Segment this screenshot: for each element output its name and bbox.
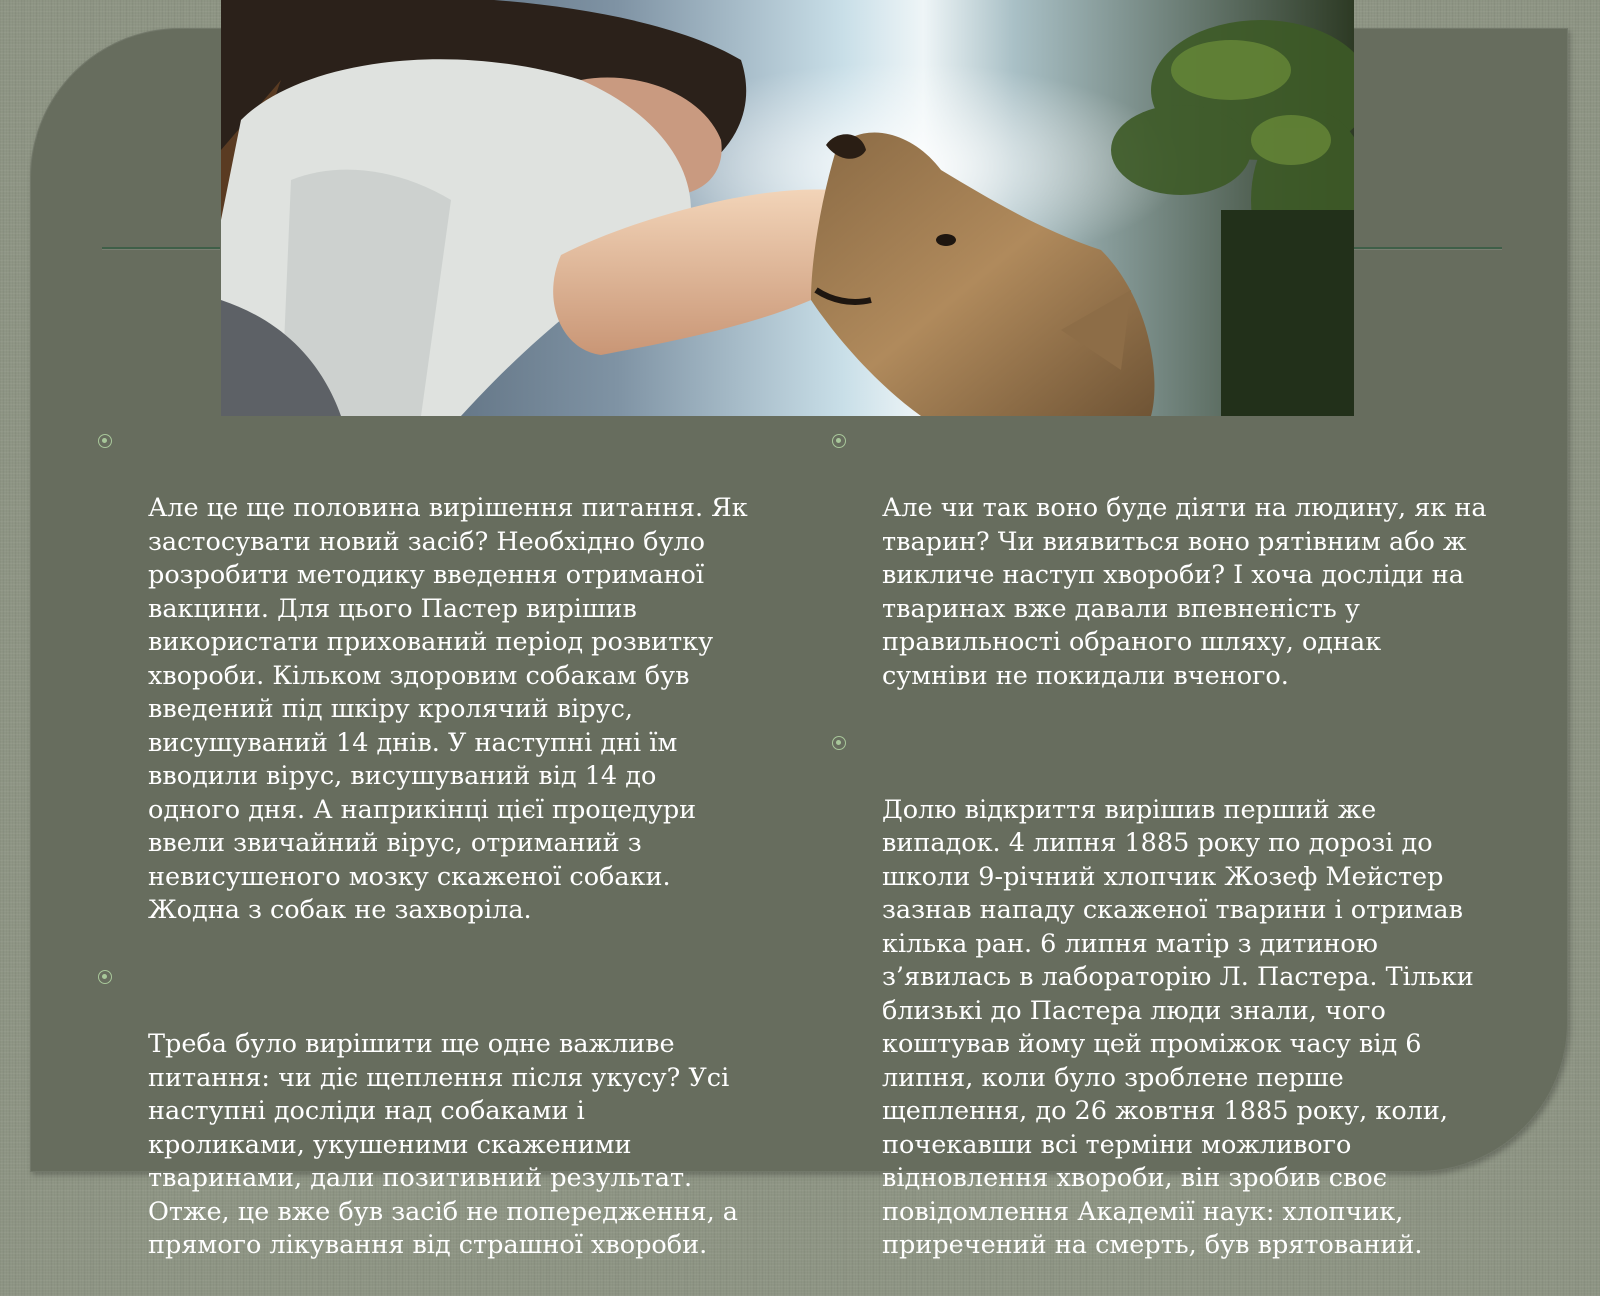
left-text-column (96, 425, 786, 1296)
person-and-dog-photo-icon (221, 0, 1354, 416)
title-rule-left (102, 247, 220, 249)
list-item (96, 961, 786, 1263)
paragraph-text: Долю відкриття вирішив перший же випадок. 4 липня 1885 року по дорозі до школи 9-річний хлопчик Жозеф Мейстер зазнав нападу скаженої тварини і отримав кілька ран. 6 липня матір з дитиною з’явилась в лабораторію Л. Пастера. Тільки близькі до Пастера люди знали, чого коштував йому цей проміжок часу від 6 липня, коли було зроблене перше щеплення, до 26 жовтня 1885 року, коли, почекавши всі терміни можливого відновлення хвороби, він зробив своє повідомлення Академії наук: хлопчик, приречений на смерть, був врятований. (882, 794, 1474, 1260)
title-rule-right (1352, 247, 1502, 249)
bullet-icon (98, 970, 112, 984)
bullet-icon (832, 434, 846, 448)
list-item (96, 425, 786, 928)
list-item (830, 727, 1520, 1263)
slide-photo (221, 0, 1354, 416)
paragraph-text: Але чи так воно буде діяти на людину, як на тварин? Чи виявиться воно рятівним або ж викличе наступ хвороби? І хоча досліди на тваринах вже давали впевненість у правильності обраного шляху, однак сумніви не покидали вченого. (882, 493, 1487, 691)
bullet-icon (98, 434, 112, 448)
paragraph-text: Але це ще половина вирішення питання. Як застосувати новий засіб? Необхідно було розробити методику введення отриманої вакцини. Для цього Пастер вирішив використати прихований період розвитку хвороби. Кільком здоровим собакам був введений під шкіру кролячий вірус, висушуваний 14 днів. У наступні дні їм вводили вірус, висушуваний від 14 до одного дня. А наприкінці цієї процедури ввели звичайний вірус, отриманий з невисушеного мозку скаженої собаки. Жодна з собак не захворіла. (148, 493, 748, 925)
list-item (830, 425, 1520, 693)
paragraph-text: Треба було вирішити ще одне важливе питання: чи діє щеплення після укусу? Усі наступні досліди над собаками і кроликами, укушеними скаженими тваринами, дали позитивний результат. Отже, це вже був засіб не попередження, а прямого лікування від страшної хвороби. (148, 1029, 738, 1260)
bullet-icon (832, 736, 846, 750)
right-text-column (830, 425, 1520, 1296)
